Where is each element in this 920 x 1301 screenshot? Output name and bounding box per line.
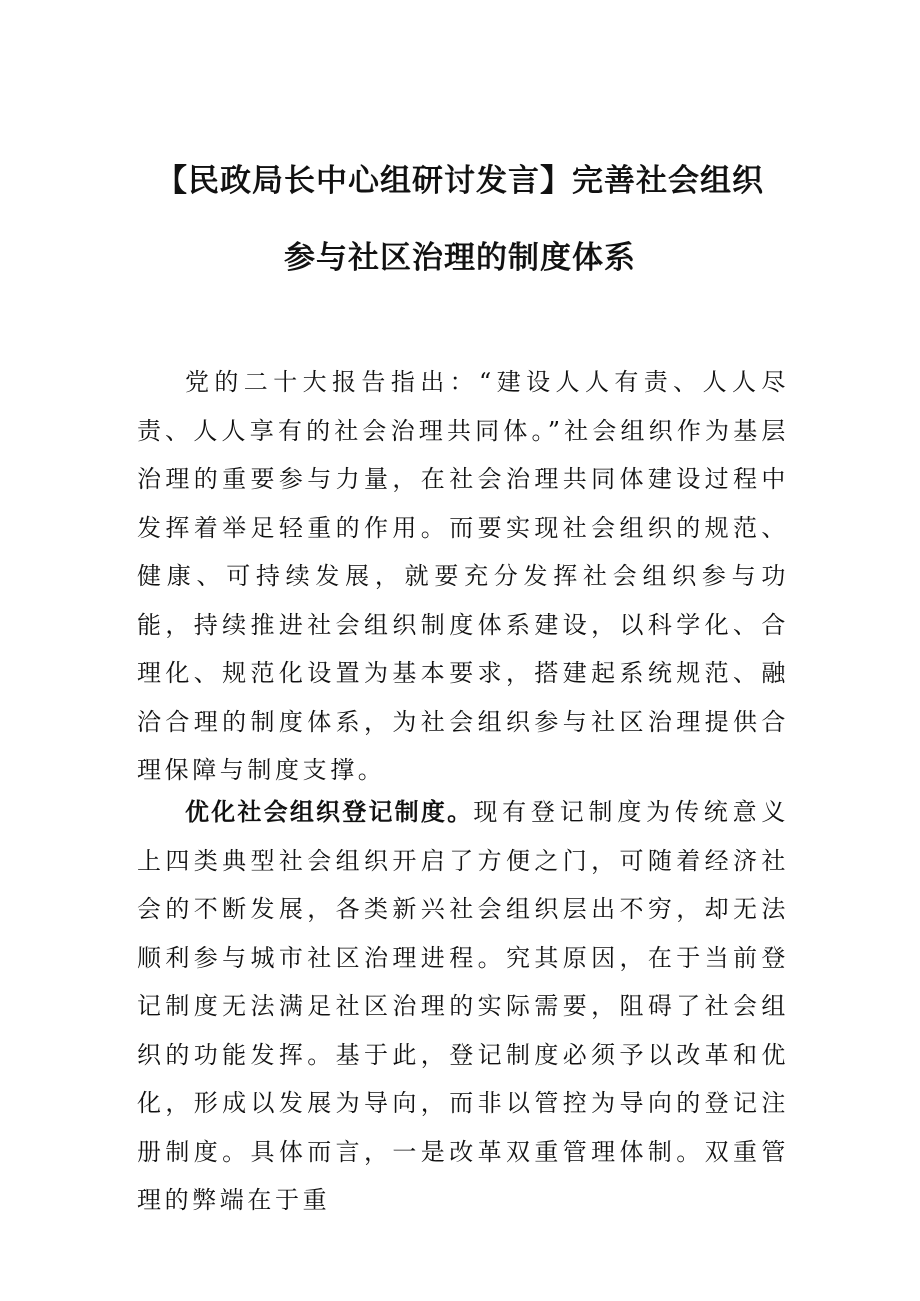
paragraph-2-heading: 优化社会组织登记制度。 (185, 798, 474, 826)
document-title-line-2: 参与社区治理的制度体系 (284, 240, 636, 276)
body-paragraph-1: 党的二十大报告指出：“建设人人有责、人人尽责、人人享有的社会治理共同体。”社会组织作为基层治理的重要参与力量，在社会治理共同体建设过程中发挥着举足轻重的作用。而要实现社会组织的规范、健康、可持续发展，就要充分发挥社会组织参与功能，持续推进社会组织制度体系建设，以科学化、合理化、规范化设置为基本要求，搭建起系统规范、融洽合理的制度体系，为社会组织参与社区治理提供合理保障与制度支撑。 (137, 368, 789, 784)
paragraph-2-body: 现有登记制度为传统意义上四类典型社会组织开启了方便之门，可随着经济社会的不断发展，各类新兴社会组织层出不穷，却无法顺利参与城市社区治理进程。究其原因，在于当前登记制度无法满足社区治理的实际需要，阻碍了社会组织的功能发挥。基于此，登记制度必须予以改革和优化，形成以发展为导向，而非以管控为导向的登记注册制度。具体而言，一是改革双重管理体制。双重管理的弊端在于重 (137, 798, 790, 1214)
body-paragraph-2 (137, 788, 789, 1225)
document-title-line-1: 【民政局长中心组研讨发言】完善社会组织 (156, 163, 764, 199)
